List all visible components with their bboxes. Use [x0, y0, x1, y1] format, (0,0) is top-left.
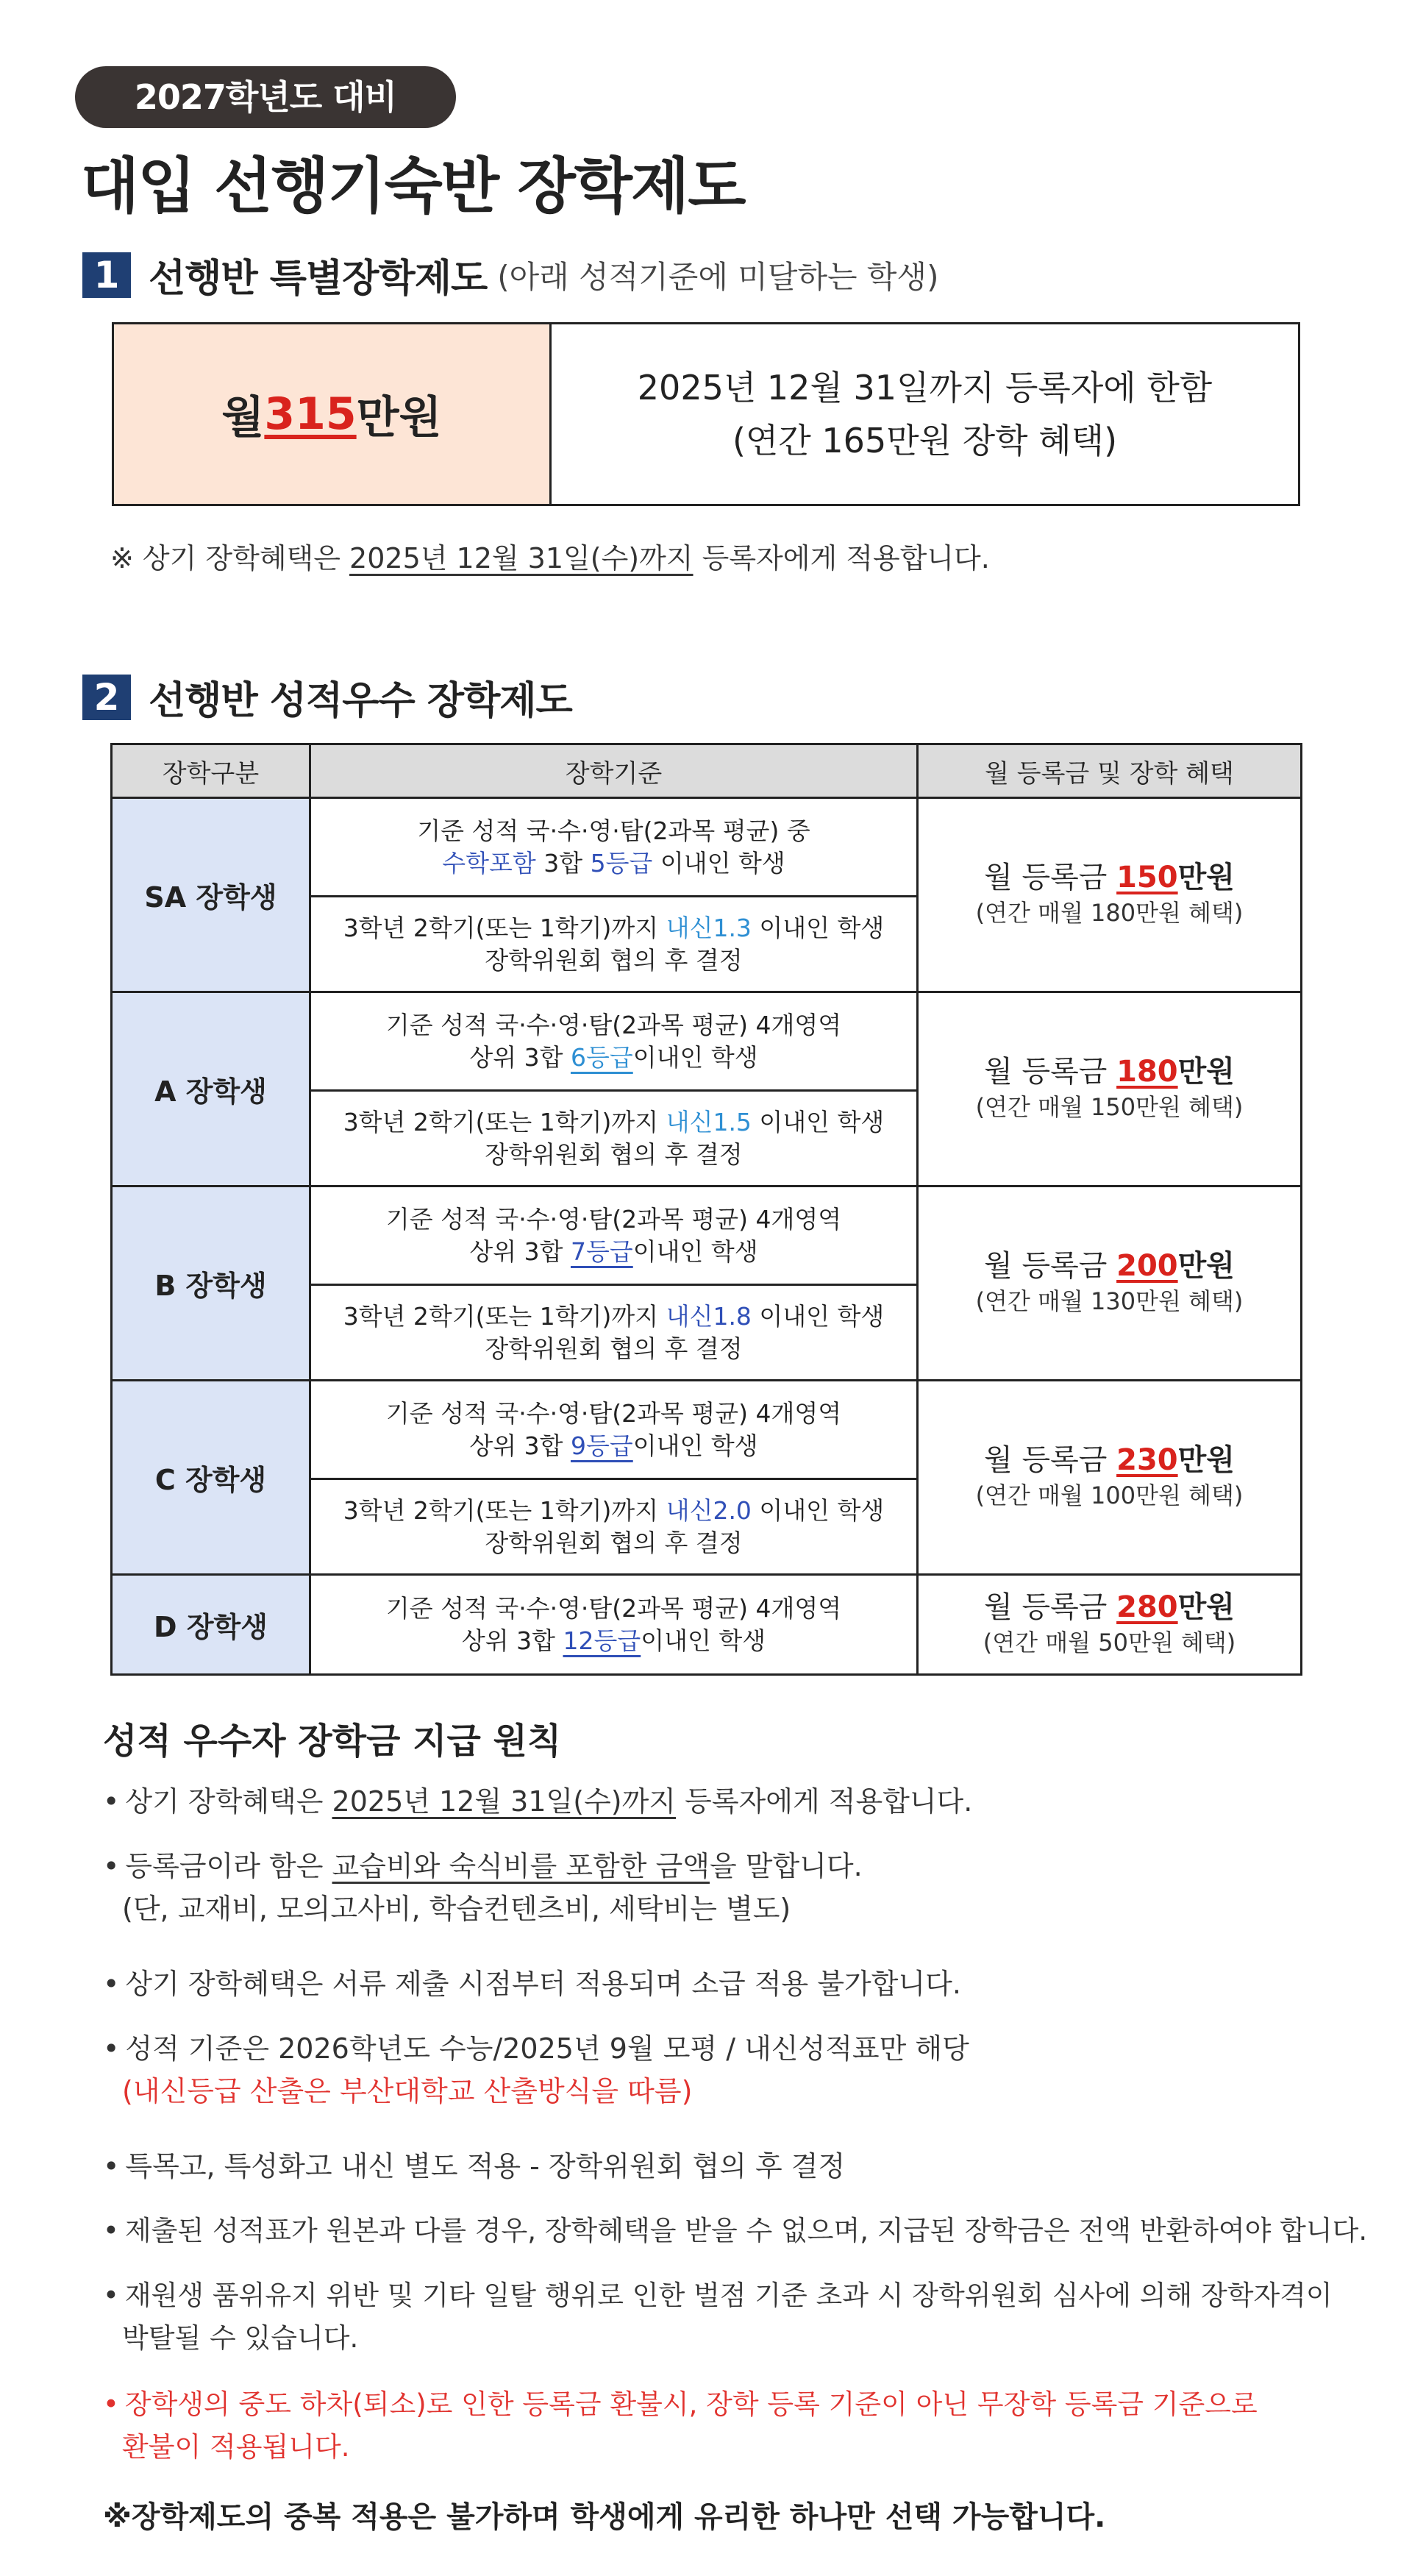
criteria-text: 상위 3합: [469, 1431, 571, 1460]
criteria-line: 기준 성적 국·수·영·탐(2과목 평균) 4개영역: [385, 1204, 842, 1234]
criteria-text: 이내인 학생: [751, 913, 885, 942]
criteria-grade: 9등급: [570, 1431, 633, 1460]
criteria-score-cell: [310, 1575, 918, 1675]
section2-heading: [82, 669, 572, 725]
criteria-text: 이내인 학생: [751, 1107, 885, 1136]
criteria-grade: 7등급: [570, 1237, 633, 1266]
year-badge: 2027학년도 대비: [75, 66, 456, 128]
principle-text: 환불이 적용됩니다.: [122, 2431, 350, 2463]
fee-line: [919, 860, 1300, 895]
principle-item: [103, 1963, 961, 2005]
criteria-text: 상위 3합: [469, 1042, 571, 1072]
criteria-line: 기준 성적 국·수·영·탐(2과목 평균) 4개영역: [385, 1010, 842, 1039]
criteria-school-cell: [310, 1091, 918, 1186]
fee-line: [919, 1248, 1300, 1284]
criteria-school-cell: [310, 1285, 918, 1381]
special-note-prefix: ※ 상기 장학혜택은: [110, 542, 350, 574]
principle-text: 성적 기준은 2026학년도 수능/2025년 9월 모평 / 내신성적표만 해당: [125, 2032, 969, 2065]
criteria-text: 3학년 2학기(또는 1학기)까지: [343, 1495, 666, 1525]
fee-suffix: 만원: [1177, 1248, 1235, 1283]
fee-prefix: 월 등록금: [984, 1248, 1117, 1283]
section1-number: 1: [82, 252, 131, 298]
section2-number: 2: [82, 675, 131, 720]
principle-item: [103, 2210, 1367, 2252]
criteria-school-cell: [310, 1479, 918, 1575]
criteria-grade: 6등급: [570, 1042, 633, 1072]
criteria-line: 기준 성적 국·수·영·탐(2과목 평균) 4개영역: [385, 1593, 842, 1623]
fee-suffix: 만원: [1177, 1590, 1235, 1624]
fee-amount: 280: [1116, 1590, 1178, 1624]
special-price-suffix: 만원: [356, 392, 442, 444]
criteria-text: 상위 3합: [461, 1626, 563, 1655]
fee-amount: 230: [1116, 1442, 1178, 1477]
principle-text: 을 말합니다.: [710, 1850, 863, 1882]
fee-benefit: (연간 매월 50만원 혜택): [983, 1628, 1236, 1657]
criteria-gpa: 내신1.8: [666, 1301, 752, 1331]
fee-line: [919, 1442, 1300, 1478]
criteria-text: 3학년 2학기(또는 1학기)까지: [343, 913, 666, 942]
bullet-glyph: •: [103, 1785, 120, 1818]
fee-line: [919, 1054, 1300, 1089]
criteria-line: [311, 847, 916, 880]
criteria-text: 3학년 2학기(또는 1학기)까지: [343, 1107, 666, 1136]
criteria-line: [311, 1042, 916, 1074]
special-note-date: 2025년 12월 31일(수)까지: [349, 542, 693, 574]
criteria-text: 이내인 학생: [632, 1237, 758, 1266]
criteria-text: 이내인 학생: [652, 848, 785, 878]
criteria-text: 3합: [535, 848, 591, 878]
fee-cell: [918, 798, 1302, 992]
principles-title: 성적 우수자 장학금 지급 원칙: [103, 1721, 562, 1762]
fee-benefit: (연간 매월 180만원 혜택): [975, 898, 1244, 927]
criteria-line: 장학위원회 협의 후 결정: [485, 1139, 743, 1169]
fee-cell: [918, 1186, 1302, 1381]
special-price: [114, 324, 552, 504]
criteria-gpa: 내신2.0: [666, 1495, 752, 1525]
criteria-line: [311, 1495, 916, 1527]
criteria-line: [311, 1236, 916, 1268]
criteria-text: 3학년 2학기(또는 1학기)까지: [343, 1301, 666, 1331]
bullet-glyph: •: [103, 2215, 119, 2246]
criteria-text: 상위 3합: [469, 1237, 571, 1266]
principle-item: [103, 2027, 969, 2113]
fee-cell: [918, 1381, 1302, 1575]
special-condition-line2: (연간 165만원 장학 혜택): [732, 421, 1118, 460]
special-conditions: [552, 324, 1298, 504]
principle-underline: 2025년 12월 31일(수)까지: [332, 1785, 677, 1818]
special-scholarship-box: [112, 322, 1300, 506]
fee-suffix: 만원: [1177, 1054, 1235, 1089]
special-note-suffix: 등록자에게 적용합니다.: [693, 542, 990, 574]
fee-cell: [918, 992, 1302, 1186]
criteria-score-cell: [310, 1186, 918, 1285]
criteria-grade: 12등급: [563, 1626, 641, 1655]
category-cell: B 장학생: [112, 1186, 310, 1381]
criteria-highlight: 수학포함: [442, 848, 536, 878]
special-note: [110, 536, 990, 576]
table-row: [112, 798, 1302, 897]
section1-title: 선행반 특별장학제도: [149, 257, 488, 301]
principle-text: 박탈될 수 있습니다.: [122, 2322, 359, 2354]
fee-suffix: 만원: [1177, 1442, 1235, 1477]
fee-suffix: 만원: [1177, 860, 1235, 894]
fee-amount: 200: [1116, 1248, 1178, 1283]
category-cell: C 장학생: [112, 1381, 310, 1575]
bullet-glyph: •: [103, 1968, 120, 2000]
principle-subtext-red: (내신등급 산출은 부산대학교 산출방식을 따름): [122, 2075, 693, 2107]
fee-line: [919, 1590, 1300, 1625]
category-cell: D 장학생: [112, 1575, 310, 1675]
criteria-gpa: 내신1.3: [666, 913, 752, 942]
principle-subtext: (단, 교재비, 모의고사비, 학습컨텐츠비, 세탁비는 별도): [122, 1893, 791, 1925]
criteria-score-cell: [310, 1381, 918, 1479]
section1-subtitle: (아래 성적기준에 미달하는 학생): [497, 258, 939, 295]
fee-prefix: 월 등록금: [984, 860, 1117, 894]
scholarship-table: [110, 743, 1302, 1676]
criteria-score-cell: [310, 992, 918, 1091]
principle-text: 등록자에게 적용합니다.: [676, 1785, 973, 1818]
principle-text: 특목고, 특성화고 내신 별도 적용 - 장학위원회 협의 후 결정: [125, 2150, 846, 2182]
table-header-row: [112, 744, 1302, 798]
criteria-text: 이내인 학생: [751, 1495, 885, 1525]
criteria-text: 이내인 학생: [632, 1431, 758, 1460]
criteria-line: [311, 1430, 916, 1462]
criteria-line: [311, 1106, 916, 1139]
special-price-prefix: 월: [221, 392, 265, 444]
page-title: 대입 선행기숙반 장학제도: [81, 152, 745, 221]
criteria-text: 이내인 학생: [632, 1042, 758, 1072]
principle-item: [103, 1845, 863, 1930]
criteria-gpa: 내신1.5: [666, 1107, 752, 1136]
principle-item: [103, 2274, 1333, 2360]
criteria-line: [311, 912, 916, 944]
criteria-line: 장학위원회 협의 후 결정: [485, 945, 743, 975]
criteria-text: 이내인 학생: [641, 1626, 766, 1655]
fee-amount: 150: [1116, 860, 1178, 894]
header-fee: 월 등록금 및 장학 혜택: [918, 744, 1302, 798]
final-note: ※장학제도의 중복 적용은 불가하며 학생에게 유리한 하나만 선택 가능합니다.: [103, 2500, 1106, 2534]
criteria-line: 기준 성적 국·수·영·탐(2과목 평균) 중: [417, 816, 810, 845]
criteria-line: [311, 1301, 916, 1333]
criteria-line: 기준 성적 국·수·영·탐(2과목 평균) 4개영역: [385, 1398, 842, 1428]
bullet-glyph: •: [103, 1850, 120, 1882]
criteria-line: 장학위원회 협의 후 결정: [485, 1334, 743, 1363]
header-criteria: 장학기준: [310, 744, 918, 798]
principle-item: [103, 2145, 845, 2188]
fee-prefix: 월 등록금: [984, 1054, 1117, 1089]
bullet-glyph: •: [103, 2150, 120, 2182]
table-row: [112, 1186, 1302, 1285]
table-row: [112, 1575, 1302, 1675]
bullet-glyph: •: [103, 2280, 119, 2311]
principle-item-warning: [103, 2383, 1258, 2469]
fee-benefit: (연간 매월 130만원 혜택): [975, 1287, 1244, 1315]
principle-text: 등록금이라 함은: [125, 1850, 332, 1882]
criteria-grade: 5등급: [590, 848, 653, 878]
criteria-school-cell: [310, 897, 918, 992]
fee-benefit: (연간 매월 100만원 혜택): [975, 1481, 1244, 1509]
fee-prefix: 월 등록금: [984, 1590, 1117, 1624]
principle-underline: 교습비와 숙식비를 포함한 금액: [332, 1850, 710, 1882]
fee-benefit: (연간 매월 150만원 혜택): [975, 1092, 1244, 1121]
category-cell: SA 장학생: [112, 798, 310, 992]
fee-cell: [918, 1575, 1302, 1675]
table-row: [112, 1381, 1302, 1479]
table-row: [112, 992, 1302, 1091]
criteria-score-cell: [310, 798, 918, 897]
bullet-glyph: •: [103, 2032, 120, 2065]
principle-text: 상기 장학혜택은: [125, 1785, 332, 1818]
special-condition-line1: 2025년 12월 31일까지 등록자에 한함: [637, 368, 1213, 408]
principle-text: 상기 장학혜택은 서류 제출 시점부터 적용되며 소급 적용 불가합니다.: [125, 1968, 961, 2000]
fee-prefix: 월 등록금: [984, 1442, 1117, 1477]
principle-text: 재원생 품위유지 위반 및 기타 일탈 행위로 인한 벌점 기준 초과 시 장학위원회 심사에 의해 장학자격이: [124, 2280, 1333, 2311]
principle-text: 장학생의 중도 하차(퇴소)로 인한 등록금 환불시, 장학 등록 기준이 아닌 무장학 등록금 기준으로: [124, 2388, 1258, 2420]
special-price-number: 315: [264, 388, 357, 440]
fee-amount: 180: [1116, 1054, 1178, 1089]
bullet-glyph: •: [103, 2388, 119, 2420]
criteria-line: [311, 1625, 916, 1657]
section2-title: 선행반 성적우수 장학제도: [149, 679, 572, 723]
criteria-line: 장학위원회 협의 후 결정: [485, 1528, 743, 1557]
category-cell: A 장학생: [112, 992, 310, 1186]
criteria-text: 이내인 학생: [751, 1301, 885, 1331]
section1-heading: [82, 247, 938, 302]
header-category: 장학구분: [112, 744, 310, 798]
principle-item: [103, 1780, 972, 1823]
principle-text: 제출된 성적표가 원본과 다를 경우, 장학혜택을 받을 수 없으며, 지급된 장학금은 전액 반환하여야 합니다.: [124, 2215, 1368, 2246]
